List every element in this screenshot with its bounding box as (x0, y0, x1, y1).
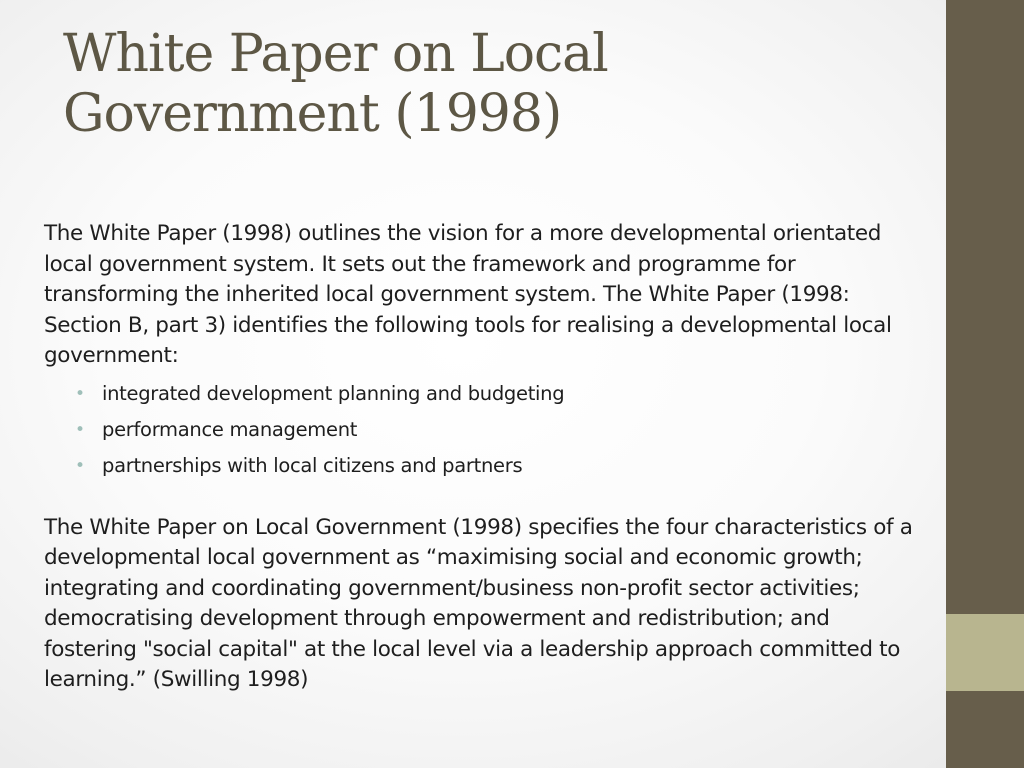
bullet-icon: • (75, 419, 85, 440)
bullet-icon: • (75, 383, 85, 404)
slide-title (63, 24, 923, 145)
characteristics-paragraph: The White Paper on Local Government (1998) specifies the four characteristics of a developmental local government as “maximising social and economic growth; integrating and coordinating government/business non-profit sector activities; democratising development through empowerment and redistribution; and fostering "social capital" at the local level via a leadership approach committed to learning.” (Swilling 1998) (44, 514, 913, 692)
bullet-text: performance management (102, 417, 358, 441)
bullet-item (75, 376, 924, 412)
intro-paragraph: The White Paper (1998) outlines the vision for a more developmental orientated local government system. It sets out the framework and programme for transforming the inherited local government system. The White Paper (1998: Section B, part 3) identifies the following tools for realising a developmental local government: (44, 221, 892, 368)
bullet-text: partnerships with local citizens and partners (102, 453, 523, 477)
bullet-text: integrated development planning and budgeting (102, 381, 565, 405)
side-accent-block (946, 614, 1024, 691)
side-decoration-bar (946, 0, 1024, 768)
slide-body (44, 219, 924, 696)
tools-bullet-list (44, 376, 924, 484)
slide-title-line-1: White Paper on Local (63, 24, 608, 84)
bullet-icon: • (75, 455, 85, 476)
bullet-item (75, 448, 924, 484)
bullet-item (75, 412, 924, 448)
slide-title-line-2: Government (1998) (63, 84, 562, 145)
